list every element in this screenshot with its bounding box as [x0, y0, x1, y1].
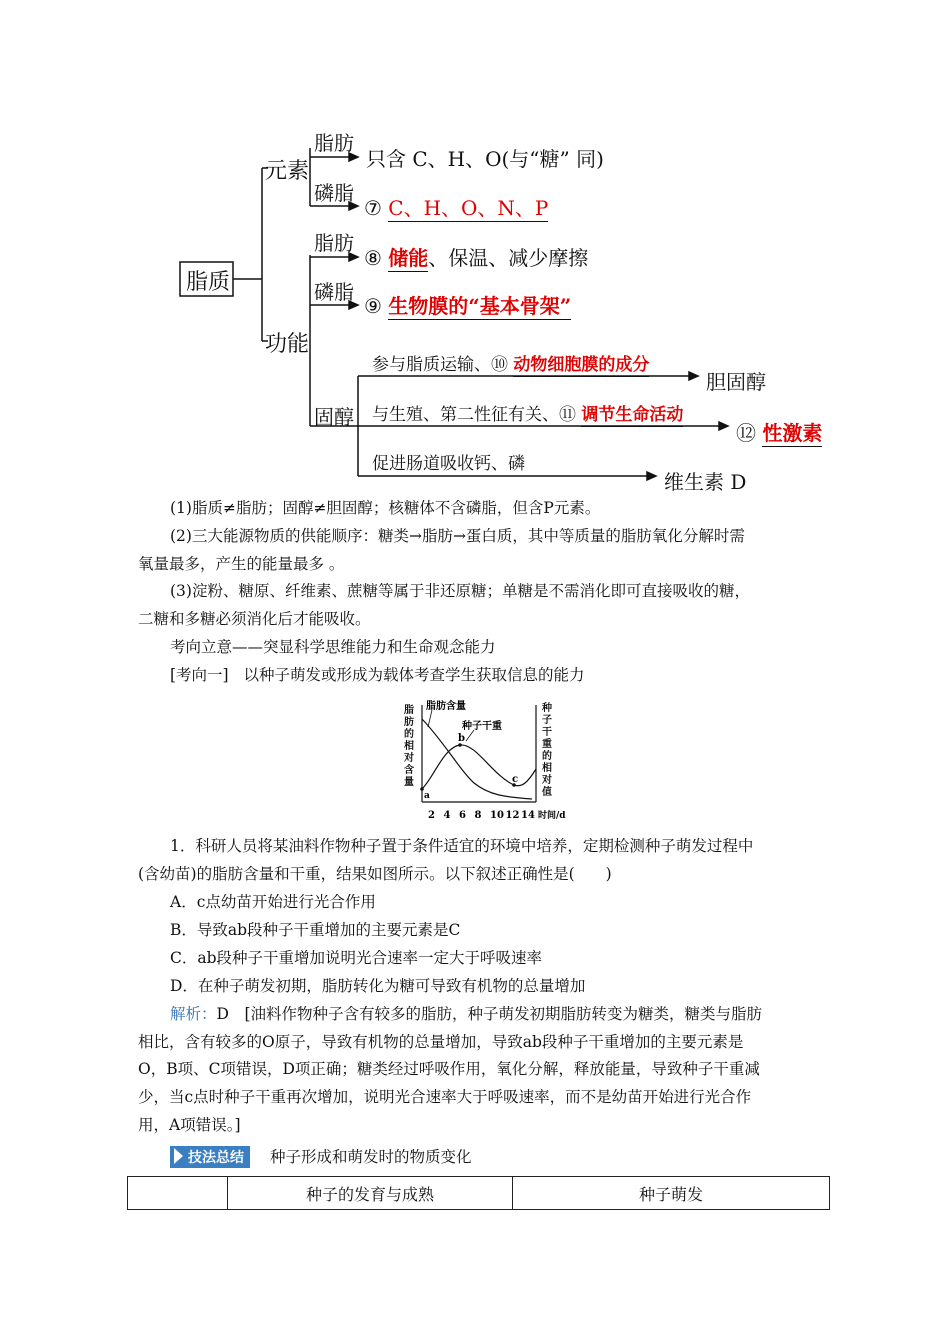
right-axis-label: 种子干重的相对值 — [542, 703, 552, 798]
note-3: (3)淀粉、糖原、纤维素、蔗糖等属于非还原糖；单糖是不需消化即可直接吸收的糖， — [170, 582, 750, 600]
note-2: (2)三大能源物质的供能顺序：糖类→脂肪→蛋白质，其中等质量的脂肪氧化分解时需 — [170, 527, 745, 545]
point-b-label: b — [458, 733, 465, 744]
figure — [404, 697, 564, 827]
branch-elements: 元素 — [265, 159, 310, 184]
summary-tag: 技法总结 — [170, 1146, 250, 1168]
note-3-cont: 二糖和多糖必须消化后才能吸收。 — [138, 610, 371, 628]
option-a: A．c点幼苗开始进行光合作用 — [170, 893, 376, 911]
x-tick-label: 8 — [474, 810, 482, 821]
note-1: (1)脂质≠脂肪；固醇≠胆固醇；核糖体不含磷脂，但含P元素。 — [170, 499, 601, 517]
x-tick-label: 6 — [459, 810, 466, 821]
sterol-row-2 — [372, 400, 683, 425]
left-axis-label: 脂肪的相对含量 — [404, 705, 414, 788]
x-tick-label: 2 — [428, 810, 435, 821]
summary-title: 种子形成和萌发时的物质变化 — [270, 1148, 472, 1166]
sterol3-text: 促进肠道吸收钙、磷 — [372, 454, 525, 474]
sterol2-text: 与生殖、第二性征有关、⑪ — [372, 405, 576, 425]
blank-number-12: ⑫ — [736, 421, 756, 445]
elem-fat-label: 脂肪 — [314, 131, 354, 155]
vitamin-d-label: 维生素 D — [664, 470, 747, 494]
blank-answer-12: 性激素 — [762, 421, 823, 445]
option-b: B．导致ab段种子干重增加的主要元素是C — [170, 921, 461, 939]
curve2-label: 种子干重 — [462, 721, 502, 732]
blank-answer-9: 生物膜的“基本骨架” — [388, 294, 572, 318]
sterol-label: 固醇 — [314, 405, 354, 429]
x-axis-label: 时间/d — [538, 811, 566, 821]
root-label: 脂质 — [186, 270, 231, 295]
x-tick-label: 14 — [521, 810, 535, 821]
point-c-label: c — [512, 774, 519, 785]
question-stem-1: 1．科研人员将某油料作物种子置于条件适宜的环境中培养，定期检测种子萌发过程中 — [170, 837, 754, 855]
elem-phos-row — [364, 192, 548, 221]
blank-number-9: ⑨ — [364, 294, 382, 318]
fat-leader — [428, 710, 432, 727]
point-a-label: a — [424, 791, 430, 801]
x-tick-label: 12 — [505, 810, 520, 821]
cholesterol-label: 胆固醇 — [706, 370, 766, 394]
analysis-line-1 — [170, 999, 762, 1030]
func-fat-row — [364, 242, 588, 271]
func-phos-label: 磷脂 — [314, 280, 354, 304]
func-fat-label: 脂肪 — [314, 231, 354, 255]
curve1-label: 脂肪含量 — [426, 701, 466, 712]
direction-label: [考向一] — [170, 666, 229, 684]
blank-number-7: ⑦ — [364, 196, 382, 220]
direction-text: 以种子萌发或形成为载体考查学生获取信息的能力 — [243, 666, 585, 684]
option-c: C．ab段种子干重增加说明光合速率一定大于呼吸速率 — [170, 949, 543, 967]
table-header-cell — [128, 1177, 228, 1210]
option-d: D．在种子萌发初期，脂肪转化为糖可导致有机物的总量增加 — [170, 977, 586, 995]
blank-answer-8: 储能 — [388, 246, 429, 270]
branch-functions: 功能 — [265, 332, 310, 357]
table-header-cell: 种子的发育与成熟 — [228, 1177, 513, 1210]
x-tick-label: 10 — [490, 810, 504, 821]
func-fat-rest: 、保温、减少摩擦 — [428, 246, 589, 270]
section-title: 考向立意——突显科学思维能力和生命观念能力 — [170, 638, 496, 656]
sterol-row-1 — [372, 350, 649, 375]
analysis-line-4: 少，当c点时种子干重再次增加，说明光合速率大于呼吸速率，而不是幼苗开始进行光合作 — [138, 1088, 752, 1106]
blank-answer-7: C、H、O、N、P — [388, 196, 549, 220]
question-stem-2: (含幼苗)的脂肪含量和干重，结果如图所示。以下叙述正确性是( ) — [138, 865, 612, 883]
sterol1-text: 参与脂质运输、⑩ — [372, 355, 508, 375]
x-tick-label: 4 — [443, 810, 451, 821]
analysis-line-3: O，B项、C项错误，D项正确；糖类经过呼吸作用，氧化分解，释放能量，导致种子干重减 — [138, 1060, 760, 1078]
func-phos-row — [364, 290, 571, 319]
table-header-cell: 种子萌发 — [513, 1177, 830, 1210]
blank-number-8: ⑧ — [364, 246, 382, 270]
analysis-line-2: 相比，含有较多的O原子，导致有机物的总量增加，导致ab段种子干重增加的主要元素是 — [138, 1033, 744, 1051]
direction-line — [170, 660, 585, 691]
sex-hormone-row — [736, 417, 822, 446]
table-header-row — [128, 1177, 830, 1210]
summary-tag-arrow-icon — [174, 1148, 183, 1164]
analysis-line-5: 用，A项错误。] — [138, 1116, 241, 1134]
x-tick-labels — [428, 810, 535, 821]
comparison-table — [127, 1176, 830, 1210]
note-2-cont: 氧量最多，产生的能量最多 。 — [138, 555, 345, 573]
dry-weight-curve — [422, 745, 536, 789]
blank-answer-10: 动物细胞膜的成分 — [513, 355, 650, 375]
elem-fat-text: 只含 C、H、O(与“糖” 同) — [366, 147, 604, 171]
analysis-text-1: D [油料作物种子含有较多的脂肪，种子萌发初期脂肪转变为糖类，糖类与脂肪 — [216, 1005, 762, 1023]
blank-answer-11: 调节生命活动 — [581, 405, 684, 425]
analysis-label: 解析： — [170, 1005, 217, 1023]
elem-phos-label: 磷脂 — [314, 181, 354, 205]
